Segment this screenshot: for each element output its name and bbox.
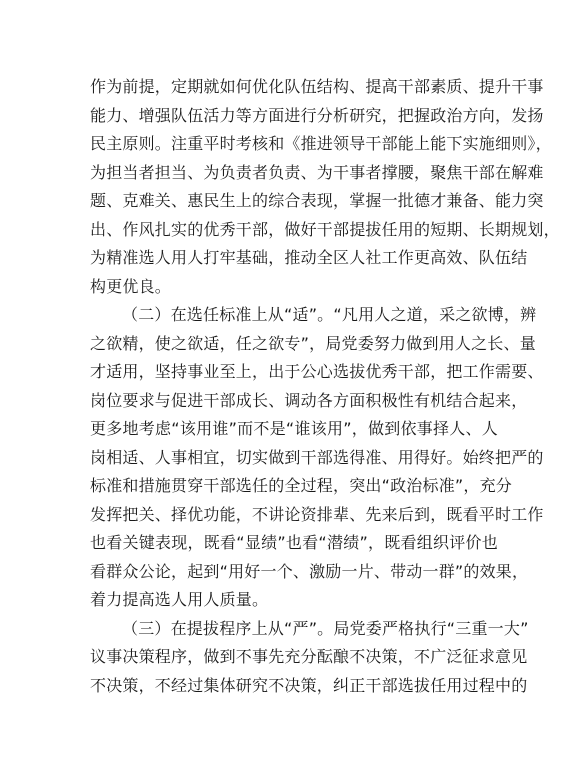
text-line: 为担当者担当、为负责者负责、为干事者撑腰，聚焦干部在解难 bbox=[90, 163, 544, 182]
text-line: 不决策，不经过集体研究不决策，纠正干部选拔任用过程中的 bbox=[90, 676, 528, 695]
text-line: 岗相适、人事相宜，切实做到干部选得准、用得好。始终把严的 bbox=[90, 448, 544, 467]
text-line: 能力、增强队伍活力等方面进行分析研究，把握政治方向，发扬 bbox=[90, 106, 544, 125]
text-line: 更多地考虑“该用谁”而不是“谁该用”，做到依事择人、人 bbox=[90, 419, 498, 438]
text-line: 出、作风扎实的优秀干部，做好干部提拔任用的短期、长期规划， bbox=[90, 220, 560, 239]
paragraph-heading-line: （三）在提拔程序上从“严”。局党委严格执行“三重一大” bbox=[122, 619, 529, 638]
text-line: 题、克难关、惠民生上的综合表现，掌握一批德才兼备、能力突 bbox=[90, 191, 544, 210]
text-line: 为精准选人用人打牢基础，推动全区人社工作更高效、队伍结 bbox=[90, 248, 528, 267]
text-line: 议事决策程序，做到不事先充分酝酿不决策，不广泛征求意见 bbox=[90, 647, 528, 666]
text-line: 才适用，坚持事业至上，出于公心选拔优秀干部，把工作需要、 bbox=[90, 362, 544, 381]
text-line: 发挥把关、择优功能，不讲论资排辈、先来后到，既看平时工作 bbox=[90, 505, 544, 524]
text-line: 看群众公论，起到“用好一个、激励一片、带动一群”的效果， bbox=[90, 562, 529, 581]
paragraph-heading-line: （二）在选任标准上从“适”。“凡用人之道，采之欲博，辨 bbox=[122, 305, 537, 324]
text-line: 之欲精，使之欲适，任之欲专”，局党委努力做到用人之长、量 bbox=[90, 334, 536, 353]
text-line: 标准和措施贯穿干部选任的全过程，突出“政治标准”，充分 bbox=[90, 476, 512, 495]
text-line: 也看关键表现，既看“显绩”也看“潜绩”，既看组织评价也 bbox=[90, 533, 498, 552]
text-line: 作为前提，定期就如何优化队伍结构、提高干部素质、提升干事 bbox=[90, 77, 544, 96]
text-line: 民主原则。注重平时考核和《推进领导干部能上能下实施细则》， bbox=[90, 134, 552, 153]
text-line: 岗位要求与促进干部成长、调动各方面积极性有机结合起来， bbox=[90, 391, 528, 410]
text-line: 着力提高选人用人质量。 bbox=[90, 590, 269, 609]
text-line: 构更优良。 bbox=[90, 277, 172, 296]
